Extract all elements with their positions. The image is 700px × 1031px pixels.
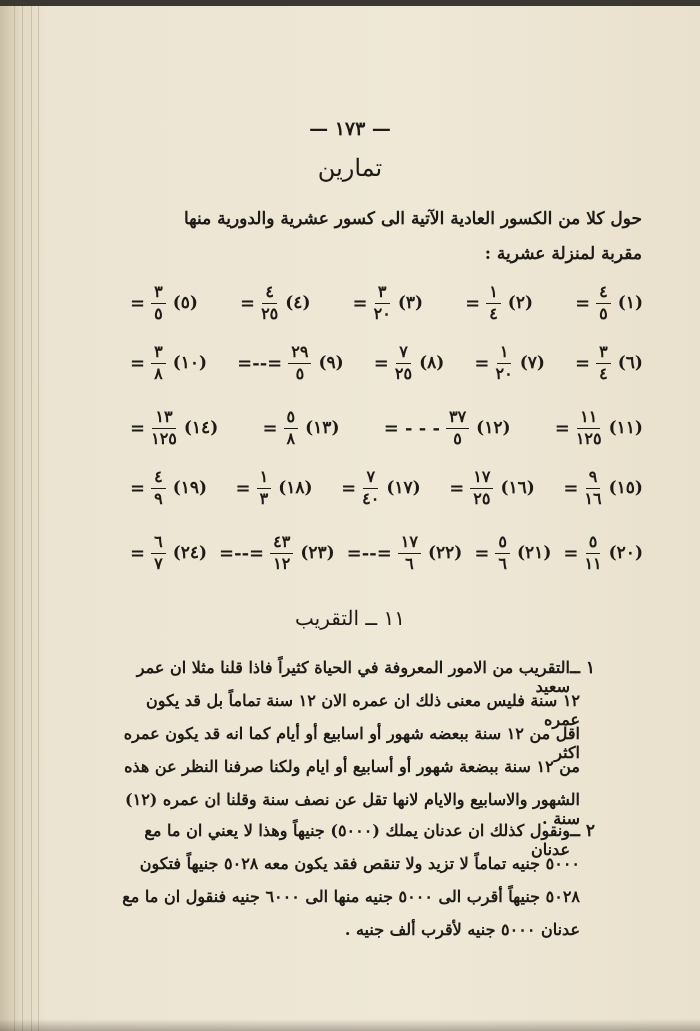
fraction-exercise: [372, 341, 448, 383]
fraction: [575, 406, 602, 448]
exercise-number: (١٠): [172, 353, 208, 373]
numerator: ٤: [151, 469, 166, 489]
fraction-exercise: [463, 281, 536, 323]
fraction-exercise: [553, 406, 646, 448]
equals-sign: =: [130, 417, 146, 439]
numerator: ٥: [586, 534, 601, 554]
numerator: ٩: [586, 469, 601, 489]
exercise-number: (٣): [397, 293, 424, 313]
denominator: ٦: [405, 553, 414, 573]
fraction-exercise: [217, 531, 338, 573]
paragraph-line: ١٢ سنة فليس معنى ذلك ان عمره الان ١٢ سنة تماماً بل قد يكون عمره: [146, 691, 580, 730]
fraction: [151, 406, 177, 448]
fraction: [470, 466, 493, 508]
fraction: [270, 531, 293, 573]
fraction: [151, 281, 166, 323]
denominator: ٨: [154, 363, 163, 383]
denominator: ٤: [489, 303, 498, 323]
fraction: [288, 341, 311, 383]
equals-sign: =--=: [237, 352, 283, 374]
denominator: ٤: [599, 363, 608, 383]
denominator: ١٦: [584, 488, 602, 508]
paragraph-line: ونقول كذلك ان عدنان يملك (٥٠٠٠) جنيهاً وهذا لا يعني ان ما مع عدنان: [144, 821, 570, 860]
paragraph-line: اقل من ١٢ سنة ببعضه شهور أو اسابيع أو أيام كما انه قد يكون عمره اكثر: [123, 724, 580, 763]
fraction-exercise: [472, 341, 548, 383]
fraction: [398, 531, 421, 573]
page-number: — ١٧٣ —: [309, 118, 391, 140]
fraction-exercise: [561, 531, 646, 573]
fraction: [495, 531, 510, 573]
section-heading: ١١ ــ التقريب: [295, 606, 405, 630]
fraction: [257, 466, 272, 508]
equals-sign: =: [262, 417, 278, 439]
numerator: ١: [486, 284, 501, 304]
denominator: ٢٥: [473, 488, 491, 508]
exercise-number: (٢): [507, 293, 534, 313]
fraction-exercise: [260, 406, 342, 448]
denominator: ٣: [259, 488, 269, 508]
numerator: ١: [497, 344, 512, 364]
equals-sign: =: [474, 542, 490, 564]
fraction: [151, 531, 166, 573]
denominator: ٦: [498, 553, 507, 573]
fraction-row: [128, 276, 646, 330]
fraction: [495, 341, 513, 383]
exercise-number: (٢٤): [172, 543, 208, 563]
equals-sign: =: [130, 292, 146, 314]
exercise-number: (٢٢): [427, 543, 463, 563]
fraction: [394, 341, 413, 383]
exercise-number: (٥): [172, 293, 198, 313]
exercise-number: (٧): [519, 353, 545, 373]
exercise-number: (١٥): [608, 478, 643, 498]
denominator: ٤٠: [362, 488, 380, 508]
fraction-exercise: [573, 341, 646, 383]
paragraph-line: الشهور والاسابيع والايام لانها تقل عن نصف سنة وقلنا ان عمره (١٢) سنة .: [125, 790, 580, 829]
paragraph-number: ٢ ــ: [570, 821, 596, 841]
equals-sign: =: [575, 292, 591, 314]
numerator: ٧: [363, 469, 378, 489]
numerator: ٤: [262, 284, 277, 304]
denominator: ١٢٥: [151, 428, 177, 448]
equals-sign: =: [130, 352, 146, 374]
denominator: ٢٠: [495, 363, 513, 383]
exercise-number: (٢٣): [300, 543, 335, 563]
exercise-number: (١٣): [305, 418, 340, 438]
numerator: ٥: [284, 409, 299, 429]
fraction: [284, 406, 299, 448]
book-page: [0, 6, 700, 1031]
numerator: ٦: [151, 534, 166, 554]
equals-sign: =: [563, 542, 579, 564]
equals-sign: =: [130, 477, 146, 499]
numerator: ٣: [596, 344, 611, 364]
numerator: ١: [257, 469, 272, 489]
numerator: ٣: [375, 284, 390, 304]
exercise-number: (٨): [419, 353, 445, 373]
paragraph-number: ١ ــ: [570, 658, 596, 678]
exercise-number: (١): [617, 293, 643, 313]
fraction: [584, 531, 602, 573]
numerator: ٤: [596, 284, 611, 304]
fraction: [596, 281, 611, 323]
numerator: ١٣: [152, 409, 175, 429]
instruction-line-1: حول كلا من الكسور العادية الآتية الى كسور عشرية والدورية منها: [183, 209, 642, 229]
fraction: [362, 466, 380, 508]
fraction-exercise: [128, 281, 201, 323]
equals-sign: =: [235, 477, 251, 499]
instruction-line-2: مقربة لمنزلة عشرية :: [484, 244, 642, 264]
equals-sign: =: [554, 417, 570, 439]
equals-sign: =: [563, 477, 579, 499]
equals-sign: =: [239, 292, 256, 314]
paragraph-line: التقريب من الامور المعروفة في الحياة كثيراً فاذا قلنا مثلا ان عمر سعيد: [136, 658, 570, 697]
fraction-exercise: [339, 466, 424, 508]
fraction: [596, 341, 611, 383]
equals-sign: =: [449, 477, 465, 499]
numerator: ١١: [577, 409, 600, 429]
numerator: ٣: [151, 344, 166, 364]
fraction: [584, 466, 602, 508]
fraction: [373, 281, 391, 323]
denominator: ١١: [584, 553, 602, 573]
paragraph-line: ٥٠٢٨ جنيهاً أقرب الى ٥٠٠٠ جنيه منها الى ٦٠٠٠ جنيه فنقول ان ما مع: [122, 887, 580, 906]
exercise-number: (٢١): [517, 543, 552, 563]
denominator: ٨: [286, 428, 296, 448]
fraction-exercise: [128, 466, 210, 508]
equals-sign: =: [341, 477, 357, 499]
denominator: ٥: [154, 303, 163, 323]
fraction-exercise: [235, 341, 347, 383]
denominator: ٩: [154, 488, 163, 508]
denominator: ٥: [453, 428, 462, 448]
fraction-exercise: [351, 281, 427, 323]
fraction-exercise: [234, 466, 316, 508]
exercise-number: (٦): [617, 353, 643, 373]
equals-sign: =: [474, 352, 490, 374]
exercise-number: (٩): [318, 353, 344, 373]
numerator: ٣: [151, 284, 166, 304]
fraction-exercise: [472, 531, 554, 573]
exercise-number: (٤): [285, 293, 311, 313]
fraction-exercise: [128, 406, 221, 448]
denominator: ٧: [154, 553, 163, 573]
numerator: ٣٧: [446, 409, 469, 429]
equals-sign: =: [465, 292, 481, 314]
page-bottom-edge: [0, 1019, 700, 1031]
page-title: تمارين: [317, 154, 383, 182]
numerator: ٢٩: [288, 344, 311, 364]
fraction-row: [128, 461, 646, 515]
fraction-row: [128, 401, 646, 455]
fraction-exercise: [238, 281, 314, 323]
denominator: ٢٥: [261, 303, 279, 323]
fraction-exercise: [128, 531, 210, 573]
fraction: [261, 281, 279, 323]
equals-sign: =: [373, 352, 389, 374]
fraction-exercise: [382, 406, 514, 448]
paragraph-line: من ١٢ سنة ببضعة شهور أو أسابيع أو ايام ولكنا صرفنا النظر عن هذه: [124, 757, 580, 776]
fraction-exercise: [561, 466, 646, 508]
exercise-number: (١٦): [500, 478, 535, 498]
exercise-number: (١٤): [183, 418, 219, 438]
fraction-exercise: [128, 341, 210, 383]
equals-sign: =: [130, 542, 146, 564]
numerator: ١٧: [398, 534, 421, 554]
fraction: [151, 466, 166, 508]
paragraph-line: عدنان ٥٠٠٠ جنيه لأقرب ألف جنيه .: [344, 920, 580, 939]
fraction-exercise: [447, 466, 538, 508]
fraction-row: [128, 336, 646, 390]
numerator: ٧: [396, 344, 411, 364]
equals-sign: =: [575, 352, 591, 374]
fraction: [486, 281, 501, 323]
denominator: ٢٥: [394, 363, 413, 383]
denominator: ٥: [599, 303, 608, 323]
equals-sign: = - - -: [383, 417, 440, 439]
equals-sign: =: [352, 292, 368, 314]
numerator: ٤٣: [270, 534, 293, 554]
numerator: ١٧: [470, 469, 493, 489]
fraction: [446, 406, 469, 448]
exercise-number: (١٨): [278, 478, 313, 498]
equals-sign: =--=: [219, 542, 265, 564]
fraction-exercise: [573, 281, 646, 323]
fraction-row: [128, 526, 646, 580]
paragraph-line: ٥٠٠٠ جنيه تماماً لا تزيد ولا تنقص فقد يكون معه ٥٠٢٨ جنيهاً فتكون: [139, 854, 580, 873]
denominator: ٢٠: [373, 303, 391, 323]
denominator: ١٢٥: [575, 428, 602, 448]
exercise-number: (٢٠): [608, 543, 643, 563]
exercise-number: (١٩): [172, 478, 208, 498]
denominator: ١٢: [273, 553, 291, 573]
denominator: ٥: [295, 363, 305, 383]
fraction: [151, 341, 166, 383]
equals-sign: =--=: [346, 542, 392, 564]
fraction-exercise: [345, 531, 466, 573]
exercise-number: (١١): [608, 418, 643, 438]
exercise-number: (١٧): [386, 478, 421, 498]
exercise-number: (١٢): [476, 418, 511, 438]
numerator: ٥: [495, 534, 510, 554]
